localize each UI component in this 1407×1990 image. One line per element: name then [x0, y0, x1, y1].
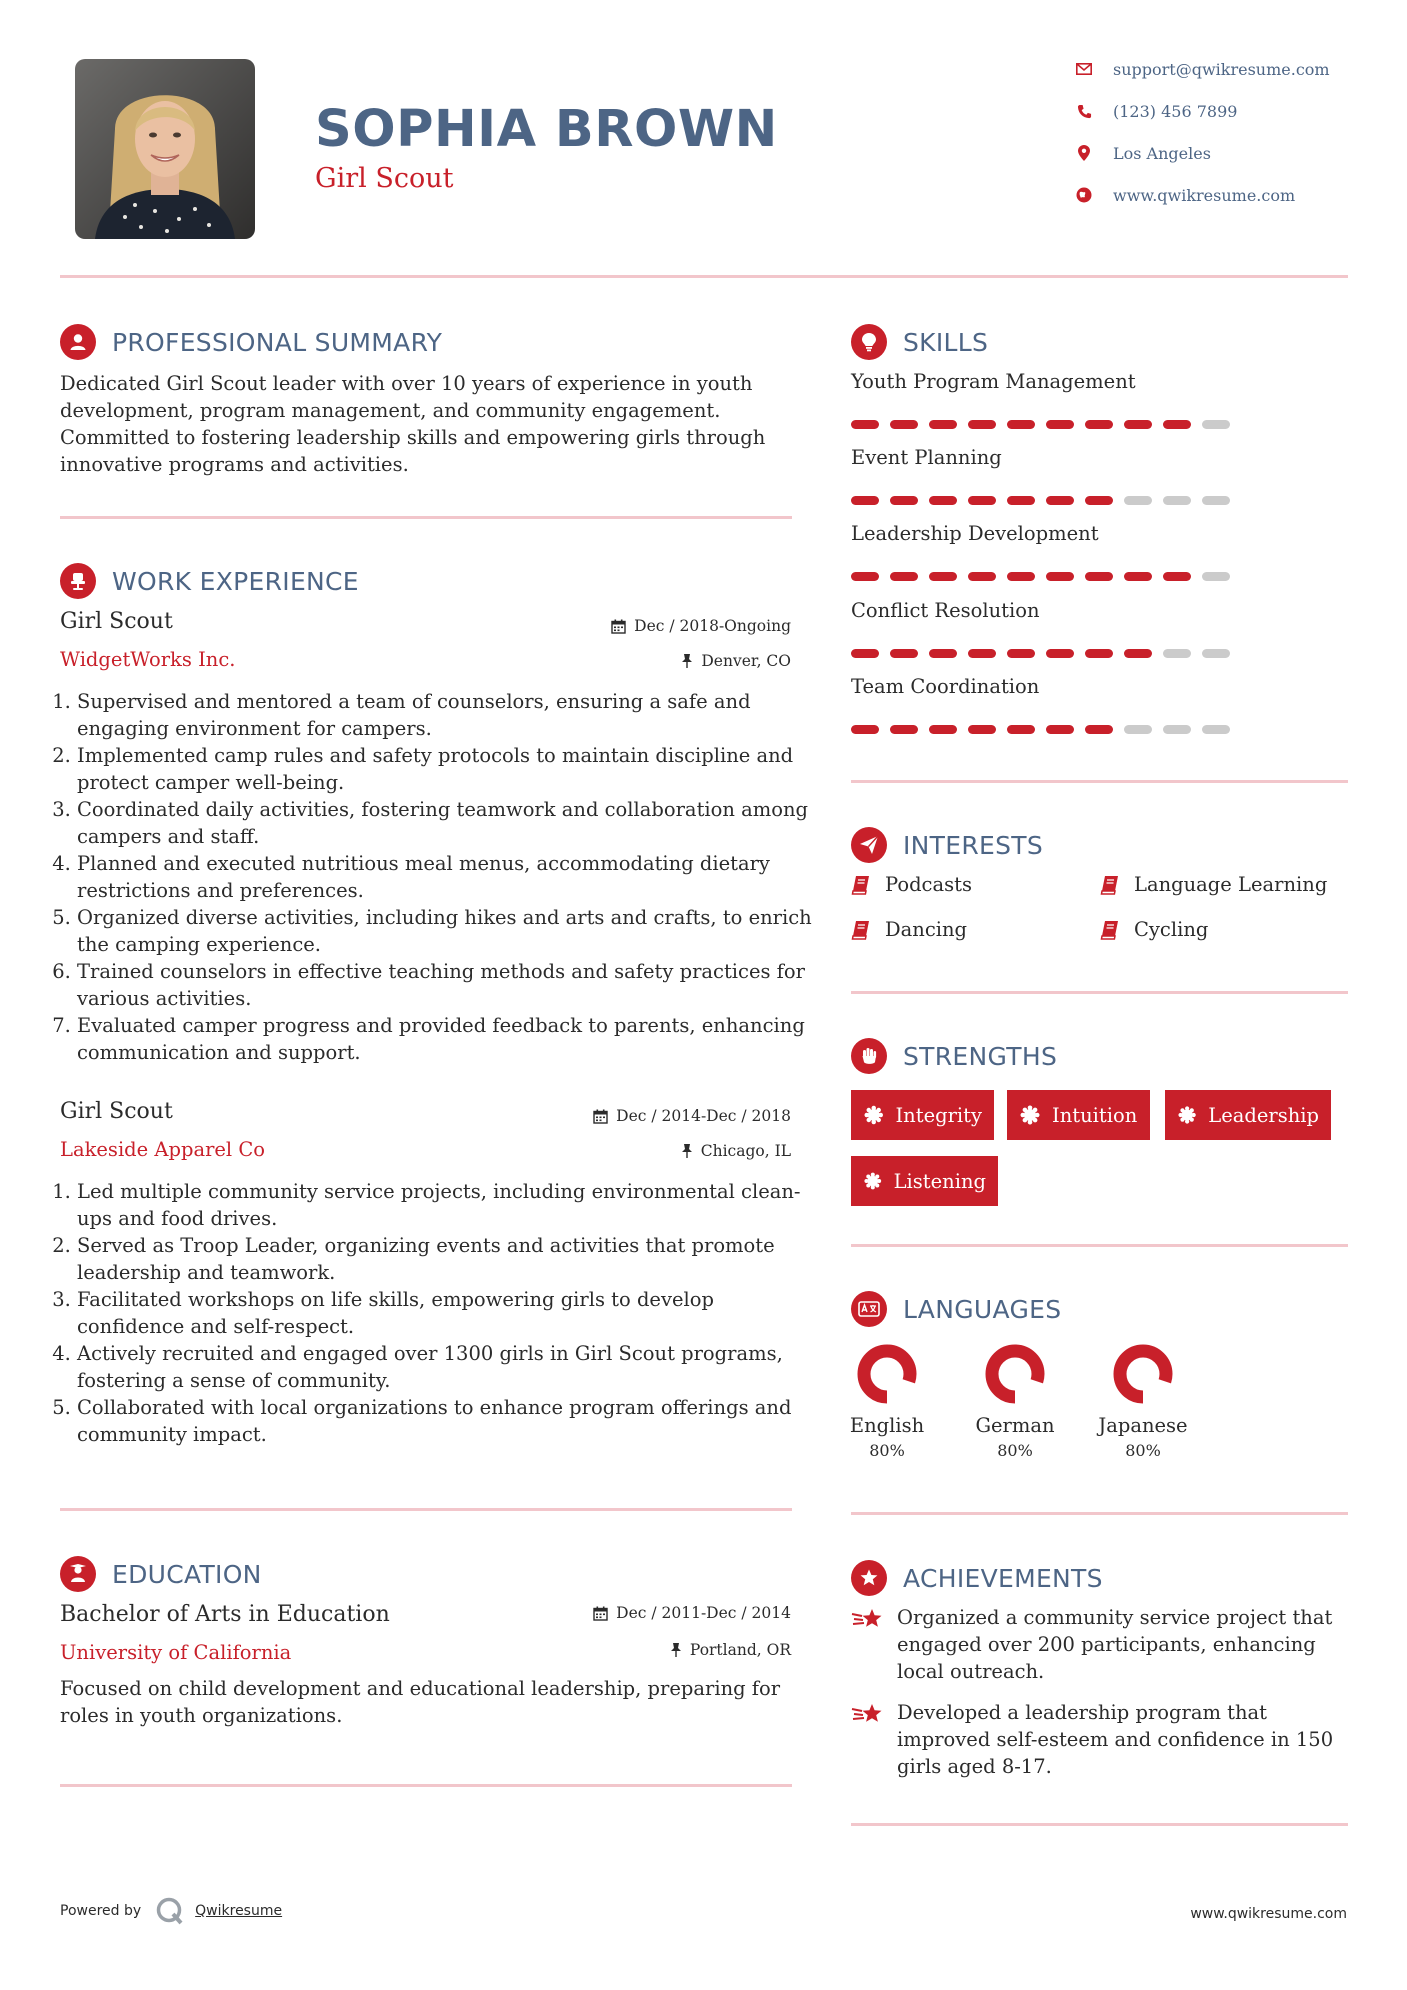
calendar-icon [593, 1606, 608, 1621]
skill-dash-filled [929, 572, 957, 581]
skill-name: Youth Program Management [851, 370, 1136, 393]
book-icon [1100, 875, 1120, 895]
calendar-icon [611, 619, 626, 634]
paper-plane-icon [851, 827, 887, 863]
language-name: English [849, 1414, 925, 1437]
degree-title: Bachelor of Arts in Education [60, 1602, 390, 1627]
strength-tag: Listening [851, 1156, 998, 1206]
candidate-name: SOPHIA BROWN [315, 100, 778, 159]
skill-dash-filled [890, 725, 918, 734]
skill-dash-filled [1007, 496, 1035, 505]
achievements-heading: ACHIEVEMENTS [851, 1560, 1103, 1596]
phone-text: (123) 456 7899 [1113, 101, 1238, 121]
job-dates: Dec / 2014-Dec / 2018 [593, 1107, 791, 1125]
skill-dash-filled [1085, 725, 1113, 734]
contact-location [1073, 139, 1211, 167]
badge-star-icon [864, 1171, 882, 1191]
skill-dash-filled [968, 496, 996, 505]
skill-dash-empty [1163, 496, 1191, 505]
skill-dash-empty [1124, 725, 1152, 734]
language-item [1088, 1344, 1198, 1460]
language-proficiency-ring [857, 1344, 917, 1404]
skill-dash-filled [1007, 649, 1035, 658]
website-text: www.qwikresume.com [1113, 185, 1296, 205]
list-item: 4. Actively recruited and engaged over 1300 girls in Girl Scout programs, fostering a sense of community. [77, 1340, 817, 1394]
skill-dash-filled [1124, 572, 1152, 581]
job-dates: Dec / 2018-Ongoing [611, 617, 791, 635]
skill-dash-filled [1124, 420, 1152, 429]
profile-photo [75, 59, 255, 239]
lightbulb-icon [851, 324, 887, 360]
strength-tag: Integrity [851, 1090, 994, 1140]
list-item: 4. Planned and executed nutritious meal menus, accommodating dietary restrictions and preferences. [77, 850, 817, 904]
job-title: Girl Scout [60, 1099, 173, 1124]
skill-dash-filled [1046, 572, 1074, 581]
phone-icon [1073, 100, 1095, 122]
pushpin-icon [681, 654, 693, 668]
skill-dash-filled [1085, 496, 1113, 505]
skill-dash-empty [1202, 572, 1230, 581]
graduate-icon [60, 1556, 96, 1592]
skill-dash-filled [1046, 496, 1074, 505]
skill-rating [851, 725, 1230, 734]
skill-dash-filled [929, 649, 957, 658]
user-icon [60, 324, 96, 360]
translate-icon [851, 1291, 887, 1327]
badge-star-icon [864, 1105, 883, 1125]
list-item: 5. Organized diverse activities, including hikes and arts and crafts, to enrich the camping experience. [77, 904, 817, 958]
skill-dash-filled [968, 572, 996, 581]
skill-dash-filled [968, 420, 996, 429]
calendar-icon [593, 1109, 608, 1124]
list-item: 2. Implemented camp rules and safety protocols to maintain discipline and protect camper well-being. [77, 742, 817, 796]
interest-item: Podcasts [851, 873, 972, 896]
skill-name: Leadership Development [851, 522, 1099, 545]
skill-dash-empty [1163, 725, 1191, 734]
skill-rating [851, 496, 1230, 505]
achievement-item: Organized a community service project that engaged over 200 participants, enhancing local outreach. [851, 1604, 1341, 1685]
education-location: Portland, OR [670, 1641, 791, 1659]
list-item: 2. Served as Troop Leader, organizing events and activities that promote leadership and teamwork. [77, 1232, 817, 1286]
skill-name: Team Coordination [851, 675, 1040, 698]
language-percent: 80% [1125, 1441, 1161, 1460]
location-text: Los Angeles [1113, 143, 1211, 163]
star-badge-icon [851, 1560, 887, 1596]
language-name: Japanese [1098, 1414, 1188, 1437]
strength-tag: Intuition [1007, 1090, 1150, 1140]
shooting-star-icon [851, 1606, 885, 1632]
skills-divider [851, 780, 1348, 783]
summary-divider [60, 516, 792, 519]
school-name: University of California [60, 1641, 292, 1664]
interest-item: Dancing [851, 918, 967, 941]
skill-dash-filled [1163, 420, 1191, 429]
skill-dash-empty [1163, 649, 1191, 658]
strength-tag: Leadership [1165, 1090, 1331, 1140]
skill-dash-filled [890, 496, 918, 505]
skill-dash-filled [1085, 649, 1113, 658]
skill-dash-filled [851, 496, 879, 505]
footer-branding [60, 1896, 282, 1926]
globe-icon [1073, 184, 1095, 206]
strengths-heading: STRENGTHS [851, 1038, 1057, 1074]
education-dates: Dec / 2011-Dec / 2014 [593, 1604, 791, 1622]
list-item: 6. Trained counselors in effective teaching methods and safety practices for various activities. [77, 958, 817, 1012]
skill-rating [851, 649, 1230, 658]
skill-dash-filled [968, 725, 996, 734]
strengths-divider [851, 1244, 1348, 1247]
language-proficiency-ring [1113, 1344, 1173, 1404]
envelope-icon [1073, 58, 1095, 80]
language-name: German [975, 1414, 1055, 1437]
skill-dash-filled [890, 572, 918, 581]
summary-heading: PROFESSIONAL SUMMARY [60, 324, 442, 360]
skill-dash-filled [851, 420, 879, 429]
contact-email[interactable] [1073, 55, 1330, 83]
book-icon [851, 875, 871, 895]
language-proficiency-ring [985, 1344, 1045, 1404]
interests-heading: INTERESTS [851, 827, 1043, 863]
skill-dash-filled [851, 725, 879, 734]
languages-divider [851, 1512, 1348, 1515]
skill-dash-filled [1163, 572, 1191, 581]
pushpin-icon [681, 1144, 693, 1158]
raised-fist-icon [851, 1038, 887, 1074]
skill-dash-empty [1202, 725, 1230, 734]
skill-dash-filled [890, 649, 918, 658]
badge-star-icon [1020, 1105, 1040, 1125]
book-icon [851, 920, 871, 940]
skill-dash-empty [1202, 649, 1230, 658]
languages-heading: LANGUAGES [851, 1291, 1061, 1327]
job-location: Chicago, IL [681, 1142, 791, 1160]
skills-heading: SKILLS [851, 324, 988, 360]
job-bullets [58, 1178, 817, 1448]
achievement-item: Developed a leadership program that improved self-esteem and confidence in 150 girls aged 8-17. [851, 1699, 1341, 1780]
skill-dash-filled [929, 420, 957, 429]
experience-divider [60, 1508, 792, 1511]
pushpin-icon [670, 1643, 682, 1657]
skill-dash-filled [1046, 725, 1074, 734]
qwikresume-logo-icon [155, 1896, 185, 1926]
list-item: 3. Coordinated daily activities, fostering teamwork and collaboration among campers and staff. [77, 796, 817, 850]
skill-dash-filled [1085, 572, 1113, 581]
skill-rating [851, 572, 1230, 581]
list-item: 1. Led multiple community service projects, including environmental clean-ups and food drives. [77, 1178, 817, 1232]
job-company: WidgetWorks Inc. [60, 648, 236, 671]
job-location: Denver, CO [681, 652, 791, 670]
qwikresume-link[interactable]: Qwikresume [195, 1903, 283, 1919]
skill-dash-filled [929, 496, 957, 505]
header-divider [60, 275, 1348, 278]
skill-dash-filled [1046, 420, 1074, 429]
skill-dash-filled [1007, 725, 1035, 734]
list-item: 3. Facilitated workshops on life skills, empowering girls to develop confidence and self-respect. [77, 1286, 817, 1340]
skill-dash-empty [1202, 496, 1230, 505]
language-item [960, 1344, 1070, 1460]
interest-item: Language Learning [1100, 873, 1327, 896]
badge-star-icon [1178, 1105, 1196, 1125]
summary-text: Dedicated Girl Scout leader with over 10 years of experience in youth development, program management, and community engagement. Committed to fostering leadership skills and empowering girls through innovative programs and activities. [60, 372, 766, 476]
language-percent: 80% [869, 1441, 905, 1460]
skill-dash-filled [1007, 572, 1035, 581]
skill-rating [851, 420, 1230, 429]
shooting-star-icon [851, 1701, 885, 1727]
skill-dash-filled [851, 572, 879, 581]
education-divider [60, 1784, 792, 1787]
job-title: Girl Scout [60, 609, 173, 634]
skill-dash-filled [890, 420, 918, 429]
experience-heading: WORK EXPERIENCE [60, 563, 359, 599]
office-chair-icon [60, 563, 96, 599]
contact-website[interactable] [1073, 181, 1295, 209]
interest-item: Cycling [1100, 918, 1208, 941]
candidate-role: Girl Scout [315, 163, 454, 194]
skill-dash-filled [929, 725, 957, 734]
language-percent: 80% [997, 1441, 1033, 1460]
email-text: support@qwikresume.com [1113, 59, 1330, 79]
job-bullets [58, 688, 817, 1066]
job-company: Lakeside Apparel Co [60, 1138, 266, 1161]
education-heading: EDUCATION [60, 1556, 262, 1592]
list-item: 1. Supervised and mentored a team of counselors, ensuring a safe and engaging environment for campers. [77, 688, 817, 742]
skill-name: Event Planning [851, 446, 1002, 469]
language-item [832, 1344, 942, 1460]
contact-phone[interactable] [1073, 97, 1237, 125]
skill-dash-filled [1046, 649, 1074, 658]
education-description: Focused on child development and educational leadership, preparing for roles in youth organizations. [60, 1677, 781, 1727]
skill-dash-filled [1085, 420, 1113, 429]
skill-dash-empty [1202, 420, 1230, 429]
footer-website-link[interactable]: www.qwikresume.com [1190, 1906, 1347, 1922]
book-icon [1100, 920, 1120, 940]
skill-dash-empty [1124, 496, 1152, 505]
skill-dash-filled [968, 649, 996, 658]
list-item: 7. Evaluated camper progress and provided feedback to parents, enhancing communication and support. [77, 1012, 817, 1066]
skill-dash-filled [851, 649, 879, 658]
skill-dash-filled [1124, 649, 1152, 658]
list-item: 5. Collaborated with local organizations to enhance program offerings and community impact. [77, 1394, 817, 1448]
achievements-divider [851, 1823, 1348, 1826]
skill-name: Conflict Resolution [851, 599, 1040, 622]
powered-by-label: Powered by [60, 1903, 142, 1919]
skill-dash-filled [1007, 420, 1035, 429]
interests-divider [851, 991, 1348, 994]
map-pin-icon [1073, 142, 1095, 164]
